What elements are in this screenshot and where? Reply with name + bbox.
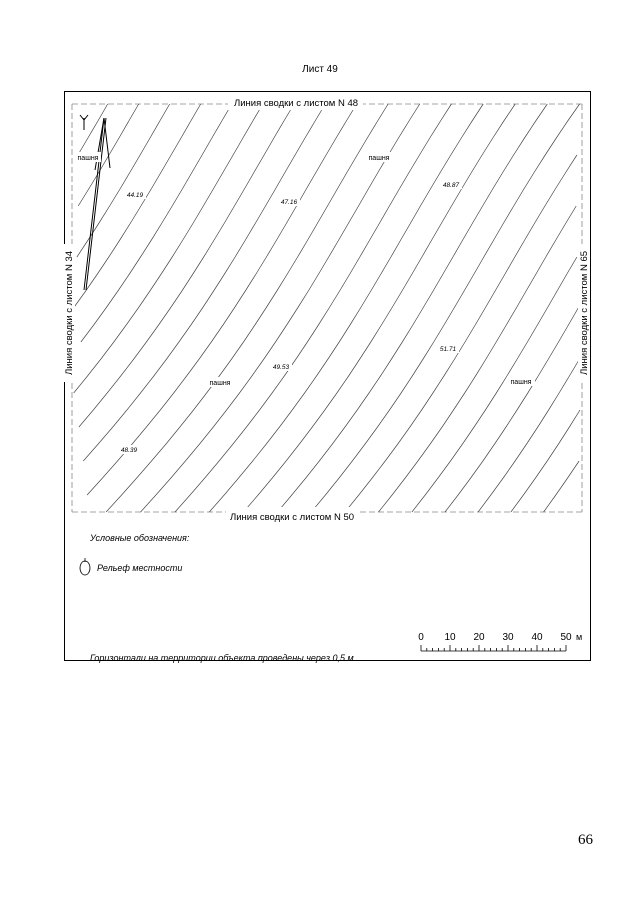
land-label-field-3: пашня bbox=[209, 380, 231, 387]
legend-heading: Условные обозначения: bbox=[90, 533, 190, 543]
scale-tick-label: 10 bbox=[444, 632, 456, 643]
contour-line bbox=[345, 155, 577, 512]
edge-label-left: Линия сводки с листом N 34 bbox=[64, 250, 75, 376]
scale-bar bbox=[421, 645, 566, 651]
sheet-title: Лист 49 bbox=[302, 64, 338, 75]
scale-tick-label: 0 bbox=[418, 632, 424, 643]
contour-line bbox=[78, 104, 108, 155]
contour-line bbox=[544, 461, 580, 512]
page-number: 66 bbox=[578, 832, 593, 848]
contour-line bbox=[379, 206, 577, 512]
north-arrow-icon bbox=[77, 115, 110, 290]
scale-unit: м bbox=[576, 632, 583, 642]
contour-line bbox=[244, 104, 516, 512]
land-label-field-1: пашня bbox=[77, 155, 99, 162]
contour-line bbox=[209, 104, 483, 512]
elevation-mark: 44.19 bbox=[126, 192, 144, 199]
contour-line bbox=[412, 257, 577, 512]
contour-line bbox=[445, 308, 578, 512]
contour-line bbox=[79, 104, 294, 427]
edge-label-top: Линия сводки с листом N 48 bbox=[233, 98, 359, 109]
land-label-field-2: пашня bbox=[368, 155, 390, 162]
contour-line bbox=[278, 104, 548, 512]
contour-line bbox=[511, 410, 580, 512]
legend-footnote: Горизонтали на территории объекта проведены через 0,5 м bbox=[90, 653, 354, 663]
elevation-mark: 48.39 bbox=[120, 447, 138, 454]
scale-tick-label: 40 bbox=[531, 632, 543, 643]
elevation-mark: 48.87 bbox=[442, 182, 460, 189]
elevation-mark: 49.53 bbox=[272, 364, 290, 371]
contour-line bbox=[87, 104, 357, 495]
edge-label-right: Линия сводки с листом N 65 bbox=[579, 250, 590, 376]
contour-line bbox=[74, 104, 263, 393]
relief-symbol-icon bbox=[80, 558, 90, 575]
contour-line bbox=[83, 104, 325, 461]
scale-tick-label: 50 bbox=[560, 632, 572, 643]
land-label-field-4: пашня bbox=[510, 379, 532, 386]
contour-lines bbox=[74, 104, 581, 512]
elevation-mark: 51.71 bbox=[439, 346, 457, 353]
contour-line bbox=[141, 104, 420, 512]
scale-tick-label: 20 bbox=[473, 632, 485, 643]
scale-tick-label: 30 bbox=[502, 632, 514, 643]
legend-item-relief: Рельеф местности bbox=[97, 563, 183, 573]
edge-label-bottom: Линия сводки с листом N 50 bbox=[229, 512, 355, 523]
elevation-mark: 47.16 bbox=[280, 199, 298, 206]
contour-line bbox=[106, 104, 388, 512]
contour-line bbox=[74, 104, 201, 308]
contour-line bbox=[175, 104, 451, 512]
